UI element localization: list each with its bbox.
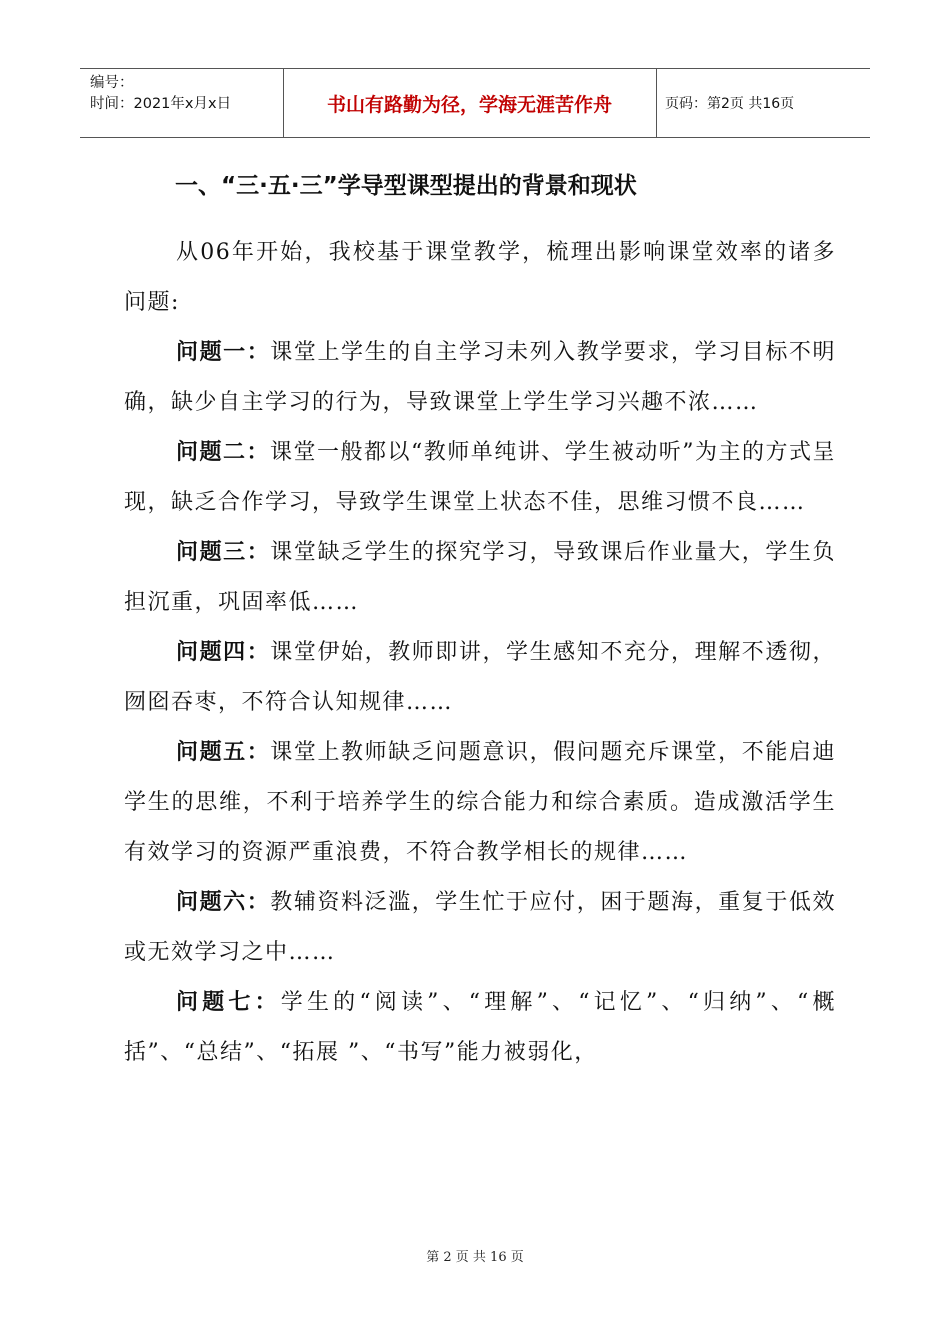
problem-label: 问题七： [176,990,281,1015]
section-heading: 一、“三·五·三”学导型课型提出的背景和现状 [175,173,637,199]
header-divider-right [656,69,657,137]
problem-text: 课堂上教师缺乏问题意识，假问题充斥课堂，不能启迪学生的思维，不利于培养学生的综合能力和综合素质。造成激活学生有效学习的资源严重浪费，不符合教学相长的规律…… [124,740,836,865]
problem-label: 问题一： [176,340,271,365]
header-time-label: 时间：2021年x月x日 [90,96,232,112]
problem-text: 课堂上学生的自主学习未列入教学要求，学习目标不明确，缺少自主学习的行为，导致课堂上学生学习兴趣不浓…… [124,340,836,415]
header-id-label: 编号： [90,75,134,91]
header-motto: 书山有路勤为径，学海无涯苦作舟 [326,93,612,116]
problem-paragraph [124,428,836,528]
problem-label: 问题五： [176,740,271,765]
problem-paragraph [124,328,836,428]
header-meta [90,73,280,115]
problem-text: 教辅资料泛滥，学生忙于应付，困于题海，重复于低效或无效学习之中…… [124,890,836,965]
problem-label: 问题二： [176,440,271,465]
problem-label: 问题四： [176,640,271,665]
problem-paragraph [124,878,836,978]
header-page-code: 页码：第2页 共16页 [665,96,795,112]
problem-paragraph [124,978,836,1078]
problem-label: 问题三： [176,540,271,565]
page-header [80,68,870,138]
problem-label: 问题六： [176,890,271,915]
problem-paragraph [124,628,836,728]
intro-paragraph: 从06年开始，我校基于课堂教学，梳理出影响课堂效率的诸多问题: [124,240,836,315]
problem-text: 课堂伊始，教师即讲，学生感知不充分，理解不透彻，囫囵吞枣，不符合认知规律…… [124,640,836,715]
problem-text: 课堂缺乏学生的探究学习，导致课后作业量大，学生负担沉重，巩固率低…… [124,540,836,615]
document-body [124,228,836,1078]
problem-text: 学生的“阅读”、“理解”、“记忆”、“归纳”、“概括”、“总结”、“拓展 ”、“书写”能力被弱化， [124,990,836,1065]
problem-paragraph [124,528,836,628]
page-footer: 第 2 页 共 16 页 [426,1250,524,1265]
problem-text: 课堂一般都以“教师单纯讲、学生被动听”为主的方式呈现，缺乏合作学习，导致学生课堂上状态不佳，思维习惯不良…… [124,440,837,515]
problem-paragraph [124,728,836,878]
